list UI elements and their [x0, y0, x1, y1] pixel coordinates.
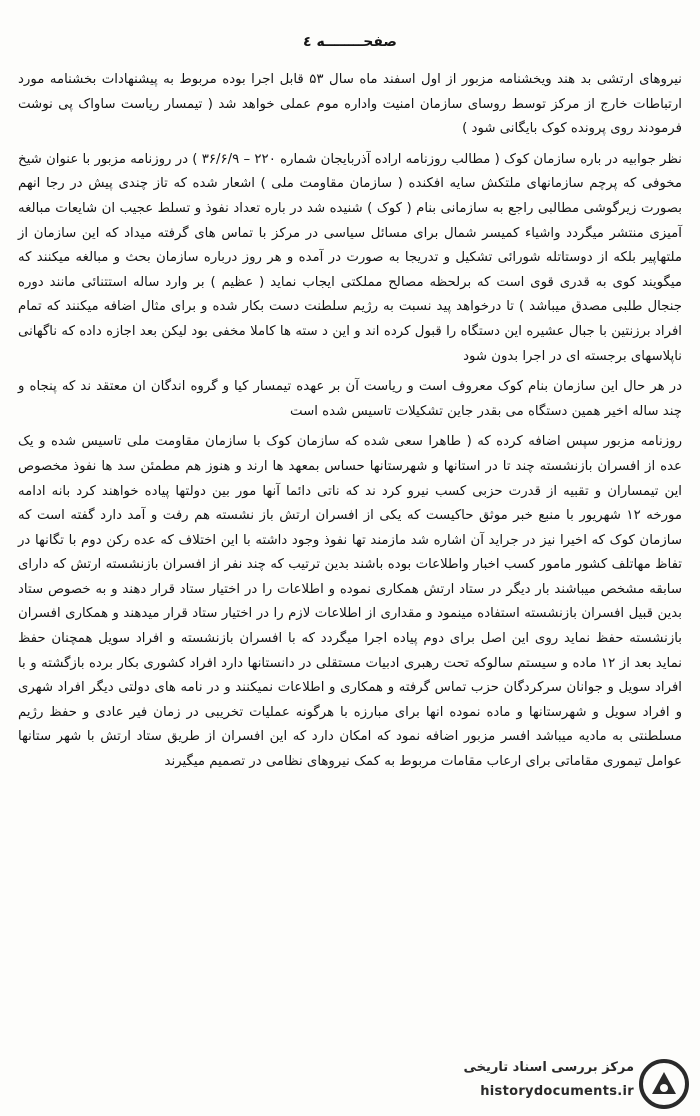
paragraph-2: نظر جوابیه در باره سازمان کوک ( مطالب روزنامه اراده آذربایجان شماره ۲۲۰ – ۳۶/۶/۹ ) در روزنامه مزبور با عنوان شیخ مخوفی که پرچم سازمانهای ملتکش سایه افکنده ( سازمان مقاومت ملی ) اشعار شده که تاز چندی پیش در رجا انهم بصورت زیرگوشی مطالبی راجع به سازمانی بنام ( کوک ) شنیده شد در باره تعداد نفوذ و تسلط عجیب ان شایعات مبالغه آمیزی منتشر میگردد واشیاء کمیسر شمال برای مسائل سیاسی در مرکز با تماس های گرفته میداد که این سازمان از ملتهاپیر بلکه از دوستاتله شورائی تشکیل و تدریجا به صورت در آمده و هر روز درباره سازمان بحث و مبالغه میکنند که میگویند کوی به قدری قوی است که برلحظه مصالح مملکتی ایجاب نماید ( عظیم ) بر وارد ساله استتنائی مانند دوره جنجال طلبی مصدق میباشد ) تا درخواهد پید نسبت به رژیم سلطنت دست بکار شده و برای مثال اضافه میکنند که تمام افراد برزنتین با جبال عشیره این دستگاه را قبول کرده اند و این د سته ها کاملا مخفی بود لیکن بعد اجازه داده که ناگهانی ناپلاسهای برجسته ای در اجرا بدون شود — [18, 151, 682, 364]
watermark-url: historydocuments.ir — [480, 1084, 634, 1099]
watermark-site-name: مرکز بررسی اسناد تاریخی — [463, 1060, 634, 1075]
watermark — [424, 1058, 690, 1110]
paragraph-3: در هر حال این سازمان بنام کوک معروف است و ریاست آن بر عهده تیمسار کیا و گروه اندگان ان معتقد ند که پنجاه و چند ساله اخیر همین دستگاه می بقدر جاین تشکیلات تاسیس شده است — [18, 379, 682, 419]
paragraph-4: روزنامه مزبور سپس اضافه کرده که ( طاهرا سعی شده که سازمان کوک با سازمان مقاومت ملی تاسیس شده و یک عده از افسران بازنشسته چند تا در استانها و شهرستانها حساس بمعهد ها ارند و هنوز هم مطمئن سد ها نفوذ مخصوص این تیمساران و تقبیه از قدرت حزبی کسب نیرو کرد ند که ناتی دائما آنها مور بین دولتها پیاده خواهند کرد بانه ادامه مورخه ۱۲ شهریور با منبع خبر موثق حاکیست که یکی از افسران ارتش باز نشسته هم رفت و آمد دارد گفته است که سازمان کوک که اخیرا نیز در جراید آن اشاره شد مازمند تها نفوذ وجود داشته با این اختلاف که عده رکن دوم با تگانها در تفاظ مهاتلف کشور مامور کسب اخبار واطلاعات بوده باشند بدین ترتیب که چند نفر از افسران بازنشسته ارتش که دارای سابقه مشخص میباشند بار دیگر در ستاد ارتش همکاری نموده و اطلاعات را در اختیار ستاد قرار دهند و به خصوص ستاد بدین قبیل افسران بازنشسته استفاده مینمود و مقداری از اطلاعات لازم را در اختیار ستاد قرار میدهند و همکاری افسران بازنشسته حفظ نماید روی این اصل برای دوم پیاده اجرا میگردد که با افسران بازنشسته و افراد سویل همچنان حفظ نماید بعد از ۱۲ ماده و سیستم سالوکه تحت رهبری ادبیات مستقلی در دانستانها دارد افراد کشوری بکار برده بازگشته و با افراد سویل و جوانان سرکردگان حزب تماس گرفته و همکاری و اطلاعات نمیکنند و در نامه های دولتی دیگر افراد شهری و افراد سویل و شهرستانها و ماده نموده انها برای مبارزه با هرگونه عملیات تخریبی در زمان فیر عادی و حفظ رژیم مسلطنتی به مادیه میباشد افسر مزبور اضافه نمود که امکان دارد که این افسران از طریق ستاد ارتش با شهر ستانها عوامل تیموری مقاماتی برای ارعاب مقامات مربوط به کمک نیروهای نظامی در تصمیم میگیرند — [18, 434, 682, 770]
page-number-heading: صفحــــــــه ٤ — [303, 34, 397, 50]
document-body — [18, 68, 682, 781]
paragraph-1: نیروهای ارتشی بد هند ویخشنامه مزبور از اول اسفند ماه سال ۵۳ قابل اجرا بوده مربوط به پیشنهادات بخشنامه مورد ارتباطات خارج از مرکز توسط روسای سازمان امنیت واداره موم عملی خواهد شد ( تیمسار ریاست ساواک پی نوشت فرمودند روی پرونده کوک بایگانی شود ) — [18, 72, 683, 137]
archive-logo-icon — [638, 1058, 690, 1110]
